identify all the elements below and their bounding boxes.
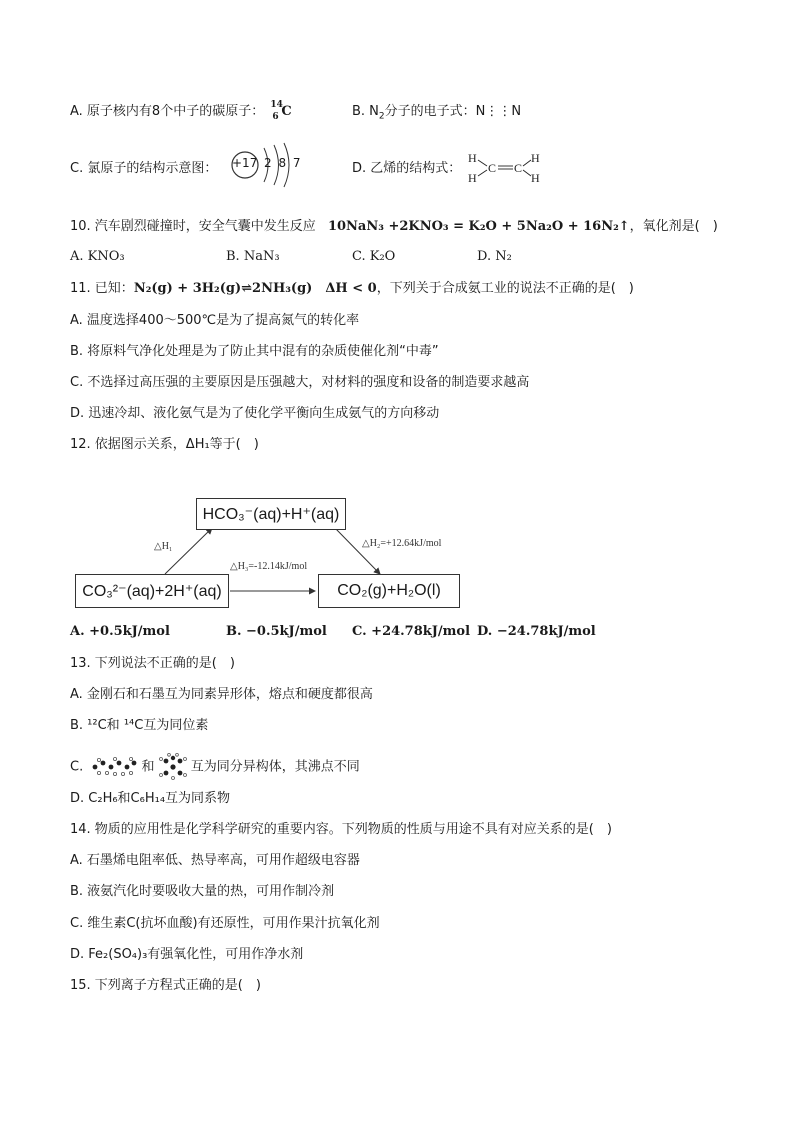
q10-option-d: D. N₂ <box>477 249 512 264</box>
q11-option-d: D. 迅速冷却、液化氨气是为了使化学平衡向生成氨气的方向移动 <box>70 406 440 421</box>
q9-option-d-text: D. 乙烯的结构式： <box>352 161 462 176</box>
molecule-branched-image <box>159 753 187 781</box>
svg-text:H: H <box>468 171 477 185</box>
q11-option-c: C. 不选择过高压强的主要原因是压强越大，对材料的强度和设备的制造要求越高 <box>70 375 530 390</box>
q10-stem-text: 10. 汽车剧烈碰撞时，安全气囊中发生反应 <box>70 219 316 234</box>
q13-option-c-label: C. <box>70 759 84 775</box>
q10-option-c: C. K₂O <box>352 249 396 264</box>
q9-option-a-text: A. 原子核内有8个中子的碳原子： <box>70 104 265 119</box>
q14-option-b: B. 液氨汽化时要吸收大量的热，可用作制冷剂 <box>70 884 335 899</box>
molecule-linear-image <box>91 757 137 777</box>
q9-option-d <box>352 160 461 178</box>
q9-option-b-text: B. N <box>352 104 379 119</box>
q11-stem-post: ，下列关于合成氨工业的说法不正确的是( ) <box>376 281 634 296</box>
q13-stem: 13. 下列说法不正确的是( ) <box>70 656 235 671</box>
svg-text:H: H <box>531 171 540 185</box>
q12-option-b: B. −0.5kJ/mol <box>226 624 327 639</box>
q9-option-a <box>70 100 298 122</box>
q11-option-a: A. 温度选择400～500℃是为了提高氮气的转化率 <box>70 313 360 328</box>
q11-stem-pre: 11. 已知： <box>70 281 134 296</box>
q14-option-c: C. 维生素C(抗坏血酸)有还原性，可用作果汁抗氧化剂 <box>70 916 380 931</box>
q12-option-c: C. +24.78kJ/mol <box>352 624 471 639</box>
chlorine-atom-diagram <box>228 140 308 190</box>
q9-option-b-rest: 分子的电子式：N⋮⋮N <box>384 104 522 119</box>
svg-text:C: C <box>488 161 497 175</box>
diagram-box-hco3: HCO₃⁻(aq)+H⁺(aq) <box>196 498 346 530</box>
q11-stem <box>70 280 634 298</box>
svg-text:C: C <box>514 161 523 175</box>
diagram-label-dh1: △H₁ <box>154 541 173 552</box>
diagram-box-co2: CO₂(g)+H₂O(l) <box>318 574 460 608</box>
q15-stem: 15. 下列离子方程式正确的是( ) <box>70 978 261 993</box>
diagram-box-co3: CO₃²⁻(aq)+2H⁺(aq) <box>75 574 229 608</box>
svg-text:H: H <box>531 151 540 165</box>
q13-option-c <box>70 753 360 781</box>
q10-option-b: B. NaN₃ <box>226 249 280 264</box>
q10-stem <box>70 218 718 236</box>
q11-option-b: B. 将原料气净化处理是为了防止其中混有的杂质使催化剂“中毒” <box>70 344 439 359</box>
q9-carbon-isotope <box>268 100 298 122</box>
q13-option-c-mid: 和 <box>141 759 155 775</box>
q14-option-a: A. 石墨烯电阻率低、热导率高，可用作超级电容器 <box>70 853 360 868</box>
q10-equation: 10NaN₃ +2KNO₃ = K₂O + 5Na₂O + 16N₂↑ <box>327 219 630 234</box>
q11-equation: N₂(g) + 3H₂(g)⇌2NH₃(g) ΔH < 0 <box>133 281 377 296</box>
chlorine-nucleus-charge: +17 <box>232 156 258 170</box>
q9-option-c <box>70 160 217 178</box>
q9-mass-number: 14 <box>270 100 283 110</box>
q14-option-d: D. Fe₂(SO₄)₃有强氧化性，可用作净水剂 <box>70 947 304 962</box>
ethylene-structure-diagram <box>465 150 555 186</box>
svg-text:H: H <box>468 151 477 165</box>
q12-option-a: A. +0.5kJ/mol <box>70 624 170 639</box>
q9-option-b-sub: 2 <box>378 111 385 122</box>
q9-option-c-text: C. 氯原子的结构示意图： <box>70 161 218 176</box>
q10-option-a: A. KNO₃ <box>70 249 125 264</box>
q9-atomic-number: 6 <box>272 112 279 122</box>
q14-stem: 14. 物质的应用性是化学科学研究的重要内容。下列物质的性质与用途不具有对应关系的是( ) <box>70 822 612 837</box>
q13-option-a: A. 金刚石和石墨互为同素异形体，熔点和硬度都很高 <box>70 687 373 702</box>
enthalpy-cycle-diagram <box>70 490 490 615</box>
chlorine-shell-electrons: 2 8 7 <box>264 156 301 170</box>
diagram-label-dh3: △H₃=-12.14kJ/mol <box>230 561 308 572</box>
q9-element-symbol: C <box>281 104 292 119</box>
q12-option-d: D. −24.78kJ/mol <box>477 624 596 639</box>
q13-option-c-tail: 互为同分异构体，其沸点不同 <box>190 759 360 775</box>
q9-option-b <box>352 103 521 121</box>
diagram-label-dh2: △H₂=+12.64kJ/mol <box>362 538 442 549</box>
q13-option-d: D. C₂H₆和C₆H₁₄互为同系物 <box>70 791 231 806</box>
q13-option-b: B. ¹²C和 ¹⁴C互为同位素 <box>70 718 209 733</box>
q12-stem: 12. 依据图示关系，ΔH₁等于( ) <box>70 437 259 452</box>
q10-stem-tail: ，氧化剂是( ) <box>629 219 718 234</box>
